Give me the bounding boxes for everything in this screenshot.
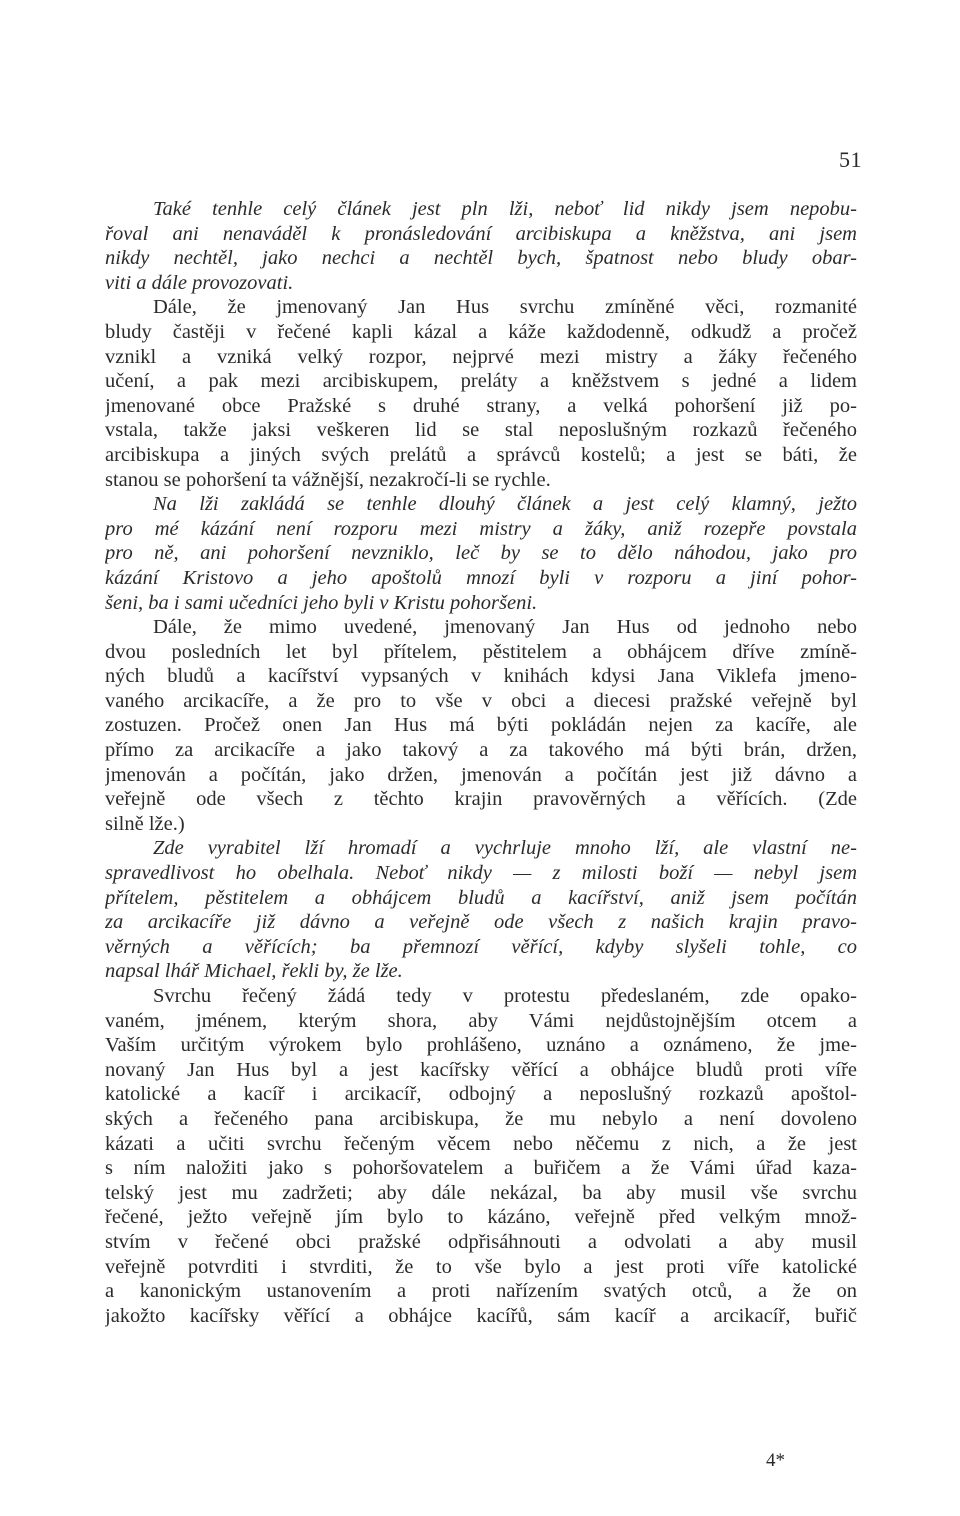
text-line: stvím v řečené obci pražské odpřisáhnouti a odvolati a aby musil <box>105 1230 857 1253</box>
text-line: novaný Jan Hus byl a jest kacířsky věřící a obhájce bludů proti víře <box>105 1058 857 1081</box>
response-paragraph <box>105 492 857 615</box>
page-number: 51 <box>839 147 862 172</box>
text-line: viti a dále provozovati. <box>105 271 294 294</box>
text-line: katolické a kacíř i arcikacíř, odbojný a neposlušný rozkazů apoštol- <box>105 1083 857 1106</box>
text-line: vstala, takže jaksi veškeren lid se stal neposlušným rozkazů řečeného <box>105 419 857 442</box>
text-line: silně lže.) <box>105 812 185 835</box>
text-line: a kanonickým ustanovením a proti nařízením svatých otců, a že on <box>105 1280 857 1303</box>
text-line: s ním naložiti jako s pohoršovatelem a buřičem a že Vámi úřad kaza- <box>105 1157 857 1180</box>
text-line: dvou posledních let byl přítelem, pěstitelem a obhájcem dříve zmíně- <box>105 640 857 663</box>
text-line: jmenované obce Pražské s druhé strany, a velká pohoršení již po- <box>105 394 857 417</box>
text-line: pro ně, ani pohoršení nevzniklo, leč by se to dělo náhodou, jako pro <box>105 542 857 565</box>
text-line: Také tenhle celý článek jest pln lži, neboť lid nikdy jsem nepobu- <box>153 198 857 220</box>
text-line: přímo za arcikacíře a jako takový a za takového má býti brán, držen, <box>105 739 857 762</box>
text-line: řoval ani nenaváděl k pronásledování arcibiskupa a kněžstva, ani jsem <box>105 222 857 245</box>
text-line: arcibiskupa a jiných svých prelátů a správců kostelů; a jest se báti, že <box>105 443 857 466</box>
text-line: Zde vyrabitel lží hromadí a vychrluje mnoho lží, ale vlastní ne- <box>153 837 857 860</box>
text-line: Na lži zakládá se tenhle dlouhý článek a jest celý klamný, ježto <box>153 493 857 516</box>
text-line: šeni, ba i sami učedníci jeho byli v Kristu pohoršeni. <box>105 591 538 614</box>
text-line: spravedlivost ho obelhala. Neboť nikdy — z milosti boží — nebyl jsem <box>105 862 857 885</box>
text-line: učení, a pak mezi arcibiskupem, preláty a kněžstvem s jedné a lidem <box>105 370 857 393</box>
text-line: pro mé kázání není rozporu mezi mistry a žáky, aniž rozepře povstala <box>105 517 857 540</box>
text-line: kázati a učiti svrchu řečeným věcem nebo něčemu z nich, a že jest <box>105 1132 857 1155</box>
text-line: veřejně potvrditi i stvrditi, že to vše bylo a jest proti víře katolické <box>105 1255 857 1278</box>
text-line: vaného arcikacíře, a že pro to vše v obci a diecesi pražské veřejně byl <box>105 689 857 712</box>
text-line: telský jest mu zadržeti; aby dále nekázal, ba aby musil vše svrchu <box>105 1181 857 1204</box>
text-line: přítelem, pěstitelem a obhájcem bludů a kacířství, aniž jsem počítán <box>105 886 857 909</box>
text-line: řečené, ježto veřejně jím bylo to kázáno, veřejně před velkým množ- <box>105 1206 857 1229</box>
text-line: věrných a věřících; ba přemnozí věřící, kdyby slyšeli tohle, co <box>105 935 857 958</box>
text-line: ných bludů a kacířství vypsaných v knihách kdysi Jana Viklefa jmeno- <box>105 665 857 688</box>
text-line: nikdy nechtěl, jako nechci a nechtěl bych, špatnost nebo bludy obar- <box>105 247 857 270</box>
response-paragraph <box>105 197 857 295</box>
text-line: vaném, jménem, kterým shora, aby Vámi nejdůstojnějším otcem a <box>105 1009 857 1032</box>
text-line: Svrchu řečený žádá tedy v protestu předeslaném, zde opako- <box>153 985 857 1007</box>
text-line: jmenován a počítán, jako držen, jmenován a počítán jest již dávno a <box>105 763 857 786</box>
text-line: vznikl a vzniká velký rozpor, nejprvé mezi mistry a žáky řečeného <box>105 345 857 368</box>
text-line: Vaším určitým výrokem bylo prohlášeno, uznáno a oznámeno, že jme- <box>105 1034 857 1057</box>
text-line: veřejně ode všech z těchto krajin pravověrných a věřících. (Zde <box>105 788 857 811</box>
text-line: Dále, že mimo uvedené, jmenovaný Jan Hus od jednoho nebo <box>153 616 857 639</box>
signature-mark: 4* <box>766 1450 785 1471</box>
article-paragraph <box>105 984 857 1328</box>
text-line: jakožto kacířsky věřící a obhájce kacířů, sám kacíř a arcikacíř, buřič <box>105 1304 857 1327</box>
text-line: Dále, že jmenovaný Jan Hus svrchu zmíněné věci, rozmanité <box>153 296 857 319</box>
text-line: stanou se pohoršení ta vážnější, nezakročí-li se rychle. <box>105 468 551 491</box>
text-line: ských a řečeného pana arcibiskupa, že mu nebylo a není dovoleno <box>105 1107 857 1130</box>
article-paragraph <box>105 615 857 836</box>
text-line: bludy častěji v řečené kapli kázal a káže každodenně, odkudž a pročež <box>105 320 857 343</box>
page-body-text <box>105 197 857 1328</box>
text-line: kázání Kristovo a jeho apoštolů mnozí byli v rozporu a jiní pohor- <box>105 566 857 589</box>
response-paragraph <box>105 836 857 984</box>
text-line: napsal lhář Michael, řekli by, že lže. <box>105 960 403 983</box>
text-line: zostuzen. Pročež onen Jan Hus má býti pokládán nejen za kacíře, ale <box>105 714 857 737</box>
text-line: za arcikacíře již dávno a veřejně ode všech z našich krajin pravo- <box>105 911 857 934</box>
article-paragraph <box>105 295 857 492</box>
